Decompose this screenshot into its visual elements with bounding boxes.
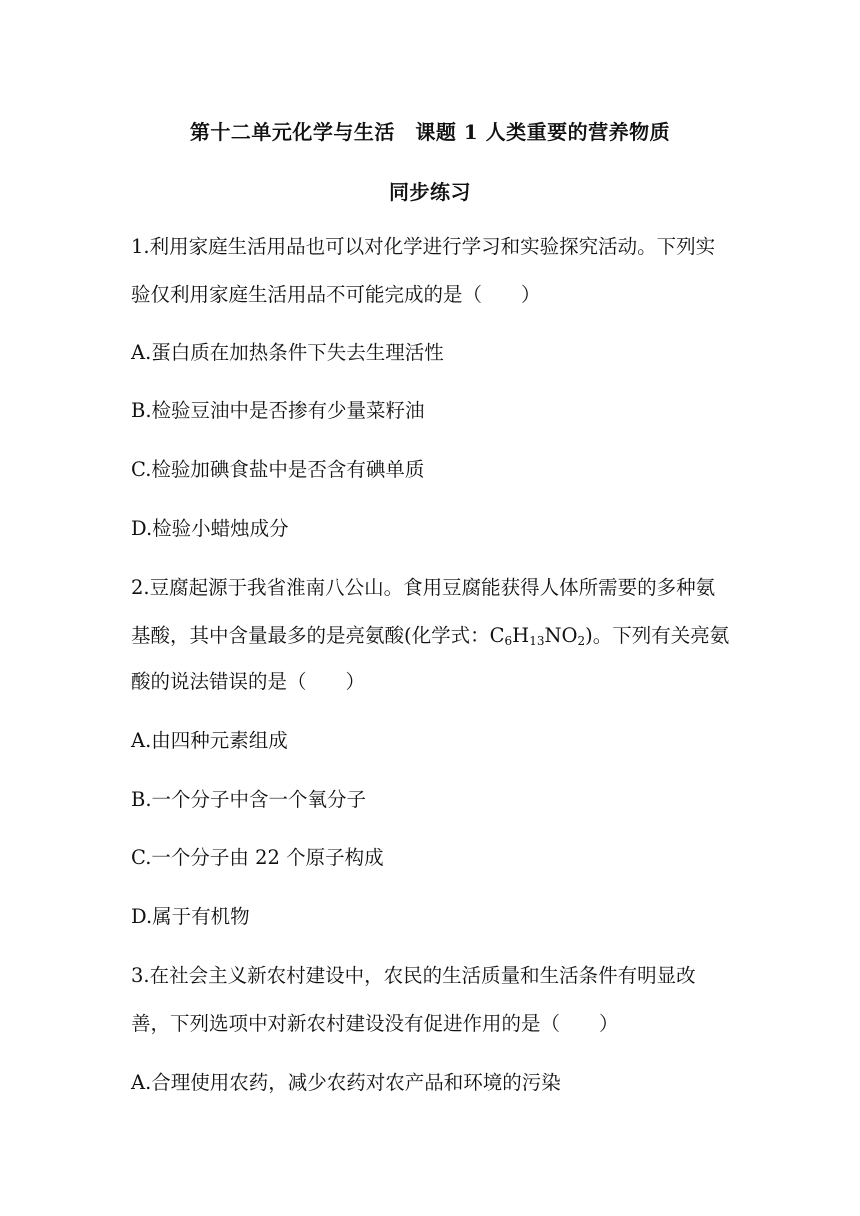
- q2-stem-line-2-post: )。下列有关亮氨: [585, 624, 730, 647]
- q2-stem-line-2: [131, 624, 729, 648]
- q2-option-c: C.一个分子由 22 个原子构成: [131, 846, 384, 869]
- q1-stem-line-2: 验仅利用家庭生活用品不可能完成的是（ ）: [131, 283, 541, 306]
- q2-option-a: A.由四种元素组成: [131, 729, 288, 752]
- q1-option-c: C.检验加碘食盐中是否含有碘单质: [131, 458, 425, 481]
- q3-option-a: A.合理使用农药，减少农药对农产品和环境的污染: [131, 1071, 561, 1094]
- q2-option-b: B.一个分子中含一个氧分子: [131, 788, 367, 811]
- title-line-2: 同步练习: [389, 180, 471, 204]
- q2-stem-line-3: 酸的说法错误的是（ ）: [131, 670, 366, 693]
- q3-stem-line-2: 善，下列选项中对新农村建设没有促进作用的是（ ）: [131, 1012, 619, 1035]
- q3-stem-line-1: 3.在社会主义新农村建设中，农民的生活质量和生活条件有明显改: [131, 964, 696, 987]
- formula-no: NO: [544, 624, 578, 647]
- formula-sub-2: 2: [577, 634, 586, 648]
- q2-stem-line-2-pre: 基酸，其中含量最多的是亮氨酸(化学式：C: [131, 624, 505, 647]
- q1-option-a: A.蛋白质在加热条件下失去生理活性: [131, 341, 444, 364]
- title-line-1: 第十二单元化学与生活 课题 1 人类重要的营养物质: [189, 120, 671, 144]
- q1-stem-line-1: 1.利用家庭生活用品也可以对化学进行学习和实验探究活动。下列实: [131, 235, 716, 258]
- q2-stem-line-1: 2.豆腐起源于我省淮南八公山。食用豆腐能获得人体所需要的多种氨: [131, 576, 716, 599]
- formula-sub-6: 6: [504, 634, 513, 648]
- q1-option-b: B.检验豆油中是否掺有少量菜籽油: [131, 399, 425, 422]
- q1-option-d: D.检验小蜡烛成分: [131, 517, 289, 540]
- formula-h: H: [512, 624, 530, 647]
- q2-option-d: D.属于有机物: [131, 905, 250, 928]
- formula-sub-13: 13: [529, 634, 545, 648]
